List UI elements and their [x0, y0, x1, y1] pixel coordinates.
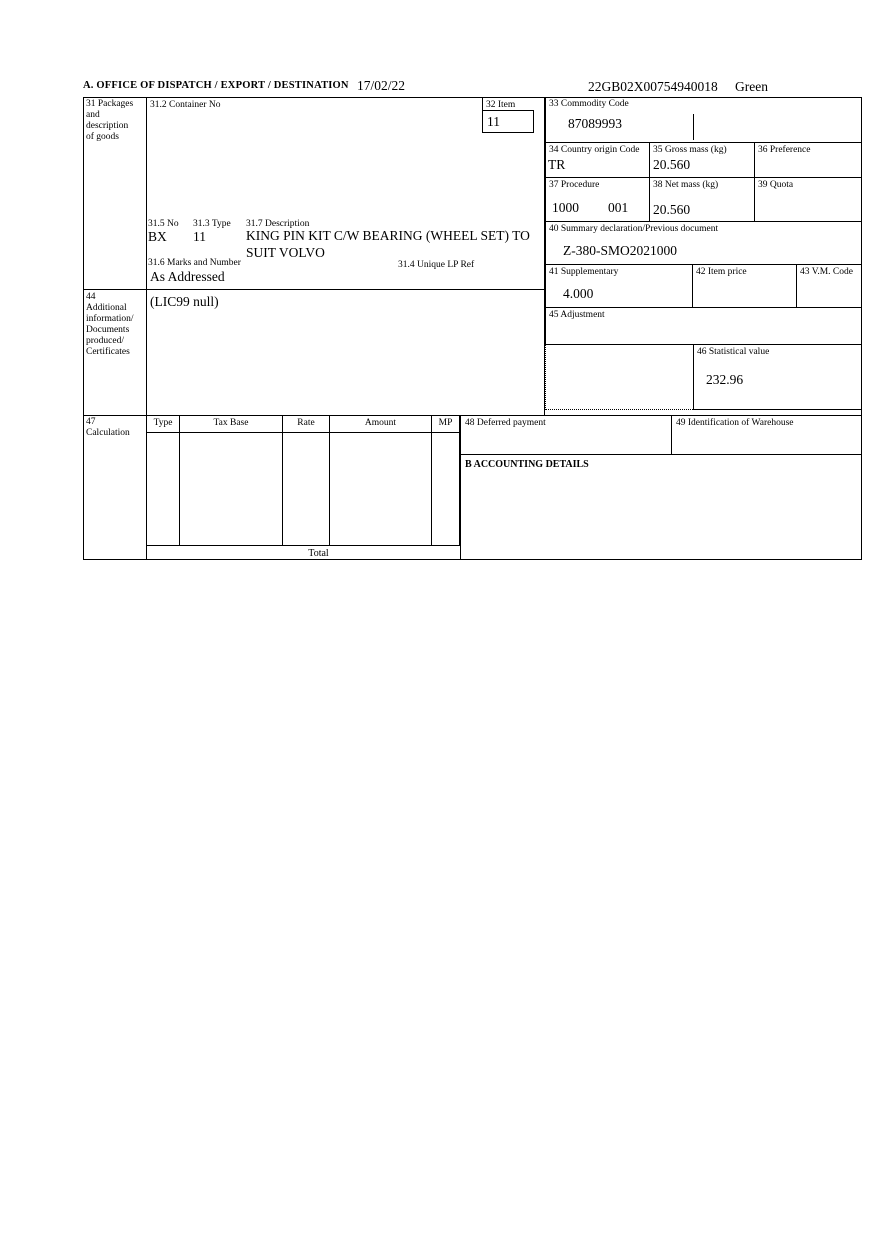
goods-description-value: KING PIN KIT C/W BEARING (WHEEL SET) TO SUIT VOLVO — [246, 228, 530, 260]
box42-item-price — [693, 265, 797, 308]
item-number-box — [482, 110, 534, 133]
adjustment-label: 45 Adjustment — [549, 310, 605, 320]
box45-adjustment — [545, 308, 862, 345]
calc-col-type-body — [147, 433, 180, 545]
container-no-label: 31.2 Container No — [150, 100, 221, 110]
statistical-value-label: 46 Statistical value — [697, 347, 770, 357]
calc-col-rate-header: Rate — [283, 415, 330, 433]
statistical-value-value: 232.96 — [706, 372, 744, 387]
calc-col-taxbase-body — [180, 433, 283, 545]
procedure-label: 37 Procedure — [549, 180, 600, 190]
gross-mass-label: 35 Gross mass (kg) — [653, 145, 727, 155]
vm-code-label: 43 V.M. Code — [800, 267, 853, 277]
procedure-additional-code-value: 001 — [608, 200, 629, 215]
box46-statistical-value — [693, 345, 862, 410]
item-price-label: 42 Item price — [696, 267, 747, 277]
box38-net-mass — [650, 178, 755, 222]
commodity-code-value: 87089993 — [568, 116, 622, 131]
deferred-payment-label: 48 Deferred payment — [465, 418, 546, 428]
box35-gross-mass — [650, 143, 755, 178]
quota-label: 39 Quota — [758, 180, 794, 190]
accounting-details-label: B ACCOUNTING DETAILS — [465, 459, 589, 470]
summary-declaration-value: Z-380-SMO2021000 — [563, 243, 677, 258]
box34-country-origin — [545, 143, 650, 178]
commodity-code-label: 33 Commodity Code — [549, 99, 629, 109]
calc-col-amount-body — [330, 433, 432, 545]
marks-and-number-label: 31.6 Marks and Number — [148, 258, 241, 268]
commodity-code-separator-line — [693, 114, 694, 140]
unique-lp-ref-label: 31.4 Unique LP Ref — [398, 260, 475, 270]
additional-information-value: (LIC99 null) — [150, 294, 219, 309]
net-mass-label: 38 Net mass (kg) — [653, 180, 719, 190]
calc-col-mp-header: MP — [432, 415, 460, 433]
item-number-label: 32 Item — [486, 100, 516, 110]
routing-status: Green — [735, 79, 768, 94]
box47-label-cell — [83, 415, 147, 560]
warehouse-identification-label: 49 Identification of Warehouse — [676, 418, 794, 428]
calc-col-mp-body — [432, 433, 460, 545]
calc-total-row — [147, 545, 460, 560]
calc-col-type-header: Type — [147, 415, 180, 433]
box47-label: 47 Calculation — [86, 417, 130, 438]
box44-content — [147, 290, 545, 415]
country-origin-label: 34 Country origin Code — [549, 145, 640, 155]
box40-summary-declaration — [545, 222, 862, 265]
box44-label: 44 Additional information/ Documents produced/ Certificates — [86, 292, 134, 357]
dotted-placeholder-cell — [545, 345, 693, 410]
marks-and-number-value: As Addressed — [150, 269, 225, 284]
calc-col-taxbase-header: Tax Base — [180, 415, 283, 433]
calc-total-label: Total — [308, 548, 329, 559]
box44-label-cell — [83, 290, 147, 415]
declaration-reference-number: 22GB02X00754940018 — [588, 79, 718, 94]
summary-declaration-label: 40 Summary declaration/Previous document — [549, 224, 719, 234]
gross-mass-value: 20.560 — [653, 157, 691, 172]
packages-type-value: 11 — [193, 229, 206, 244]
procedure-code-value: 1000 — [552, 200, 579, 215]
box31-content — [147, 97, 545, 290]
box31-label: 31 Packages and description of goods — [86, 99, 134, 142]
packages-type-label: 31.3 Type — [193, 219, 231, 229]
preference-label: 36 Preference — [758, 145, 811, 155]
declaration-date: 17/02/22 — [357, 78, 406, 93]
box41-supplementary — [545, 265, 693, 308]
packages-no-label: 31.5 No — [148, 219, 179, 229]
supplementary-value: 4.000 — [563, 286, 594, 301]
box37-procedure — [545, 178, 650, 222]
procedure-values — [552, 200, 628, 215]
box49-warehouse — [672, 415, 862, 455]
box36-preference — [755, 143, 862, 178]
box48-deferred-payment — [460, 415, 672, 455]
item-number-value: 11 — [487, 114, 500, 129]
calc-col-amount-header: Amount — [330, 415, 432, 433]
packages-no-value: BX — [148, 229, 167, 244]
item-cell-divider-line — [482, 97, 483, 111]
box39-quota — [755, 178, 862, 222]
country-origin-value: TR — [548, 157, 566, 172]
accounting-details-box — [460, 455, 862, 560]
box43-vm-code — [797, 265, 862, 308]
goods-description-label: 31.7 Description — [246, 219, 310, 229]
box31-label-cell — [83, 97, 147, 290]
calc-col-rate-body — [283, 433, 330, 545]
supplementary-label: 41 Supplementary — [549, 267, 619, 277]
net-mass-value: 20.560 — [653, 202, 691, 217]
box33-commodity-code — [545, 97, 862, 143]
office-of-dispatch-title: A. OFFICE OF DISPATCH / EXPORT / DESTINATION — [83, 80, 349, 91]
